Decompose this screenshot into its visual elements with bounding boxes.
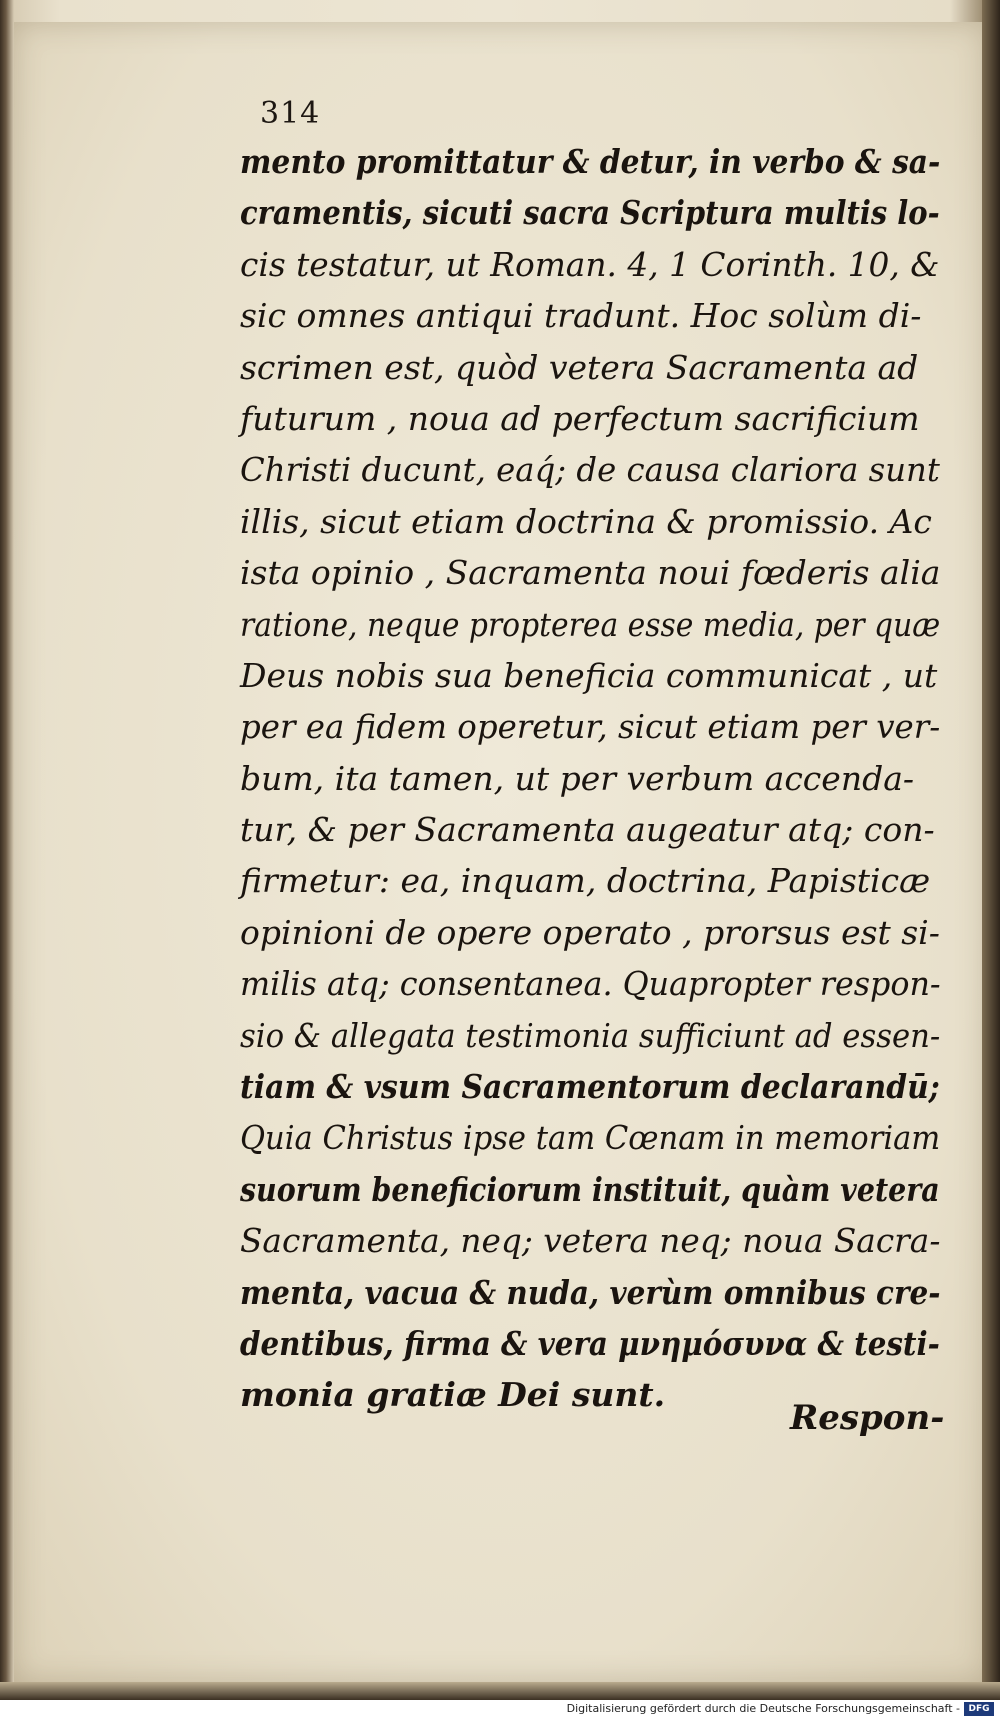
footer-credit: Digitalisierung gefördert durch die Deutsche Forschungsgemeinschaft - [566, 1702, 960, 1715]
text-line: per ea fidem operetur, sicut etiam per ver- [240, 707, 941, 747]
text-line: sic omnes antiqui tradunt. Hoc solùm di- [240, 296, 922, 336]
page-number: 314 [260, 96, 321, 131]
text-line: Sacramenta, neq; vetera neq; noua Sacra- [240, 1221, 941, 1261]
text-line: scrimen est, quòd vetera Sacramenta ad [240, 347, 919, 387]
text-line: cramentis, sicuti sacra Scriptura multis lo- [240, 193, 940, 233]
page-edge-right [982, 0, 1000, 1700]
text-line: Quia Christus ipse tam Cœnam in memoriam [240, 1118, 941, 1158]
text-line: Deus nobis sua beneficia communicat , ut [240, 655, 938, 695]
body-text [240, 136, 940, 1421]
text-line: tiam & vsum Sacramentorum declarandū; [240, 1067, 940, 1107]
text-line: illis, sicut etiam doctrina & promissio. Ac [240, 501, 932, 541]
text-line: mento promittatur & detur, in verbo & sa- [240, 142, 941, 181]
text-line: menta, vacua & nuda, verùm omnibus cre- [240, 1272, 941, 1312]
text-line: cis testatur, ut Roman. 4, 1 Corinth. 10, & [240, 244, 940, 284]
text-line: sio & allegata testimonia sufficiunt ad essen- [240, 1015, 941, 1055]
text-line: Christi ducunt, eaq́; de causa clariora sunt [240, 450, 940, 490]
text-line: firmetur: ea, inquam, doctrina, Papisticæ [240, 861, 931, 901]
page-edge-bottom [0, 1682, 1000, 1700]
dfg-logo: DFG [964, 1702, 994, 1716]
text-line: ratione, neque propterea esse media, per quæ [240, 604, 941, 644]
catchword: Respon- [790, 1398, 945, 1438]
text-line: monia gratiæ Dei sunt. [240, 1375, 666, 1415]
text-line: suorum beneficiorum instituit, quàm vetera [240, 1169, 940, 1209]
text-line: bum, ita tamen, ut per verbum accenda- [240, 758, 915, 798]
text-line: tur, & per Sacramenta augeatur atq; con- [240, 810, 935, 850]
text-line: futurum , noua ad perfectum sacrificium [240, 398, 920, 438]
text-line: milis atq; consentanea. Quapropter respon- [240, 964, 941, 1004]
text-line: opinioni de opere operato , prorsus est si- [240, 912, 940, 952]
text-line: ista opinio , Sacramenta noui fœderis alia [240, 553, 941, 593]
text-line: dentibus, firma & vera μνημόσυνα & testi- [240, 1323, 940, 1363]
footer-bar [0, 1700, 1000, 1719]
